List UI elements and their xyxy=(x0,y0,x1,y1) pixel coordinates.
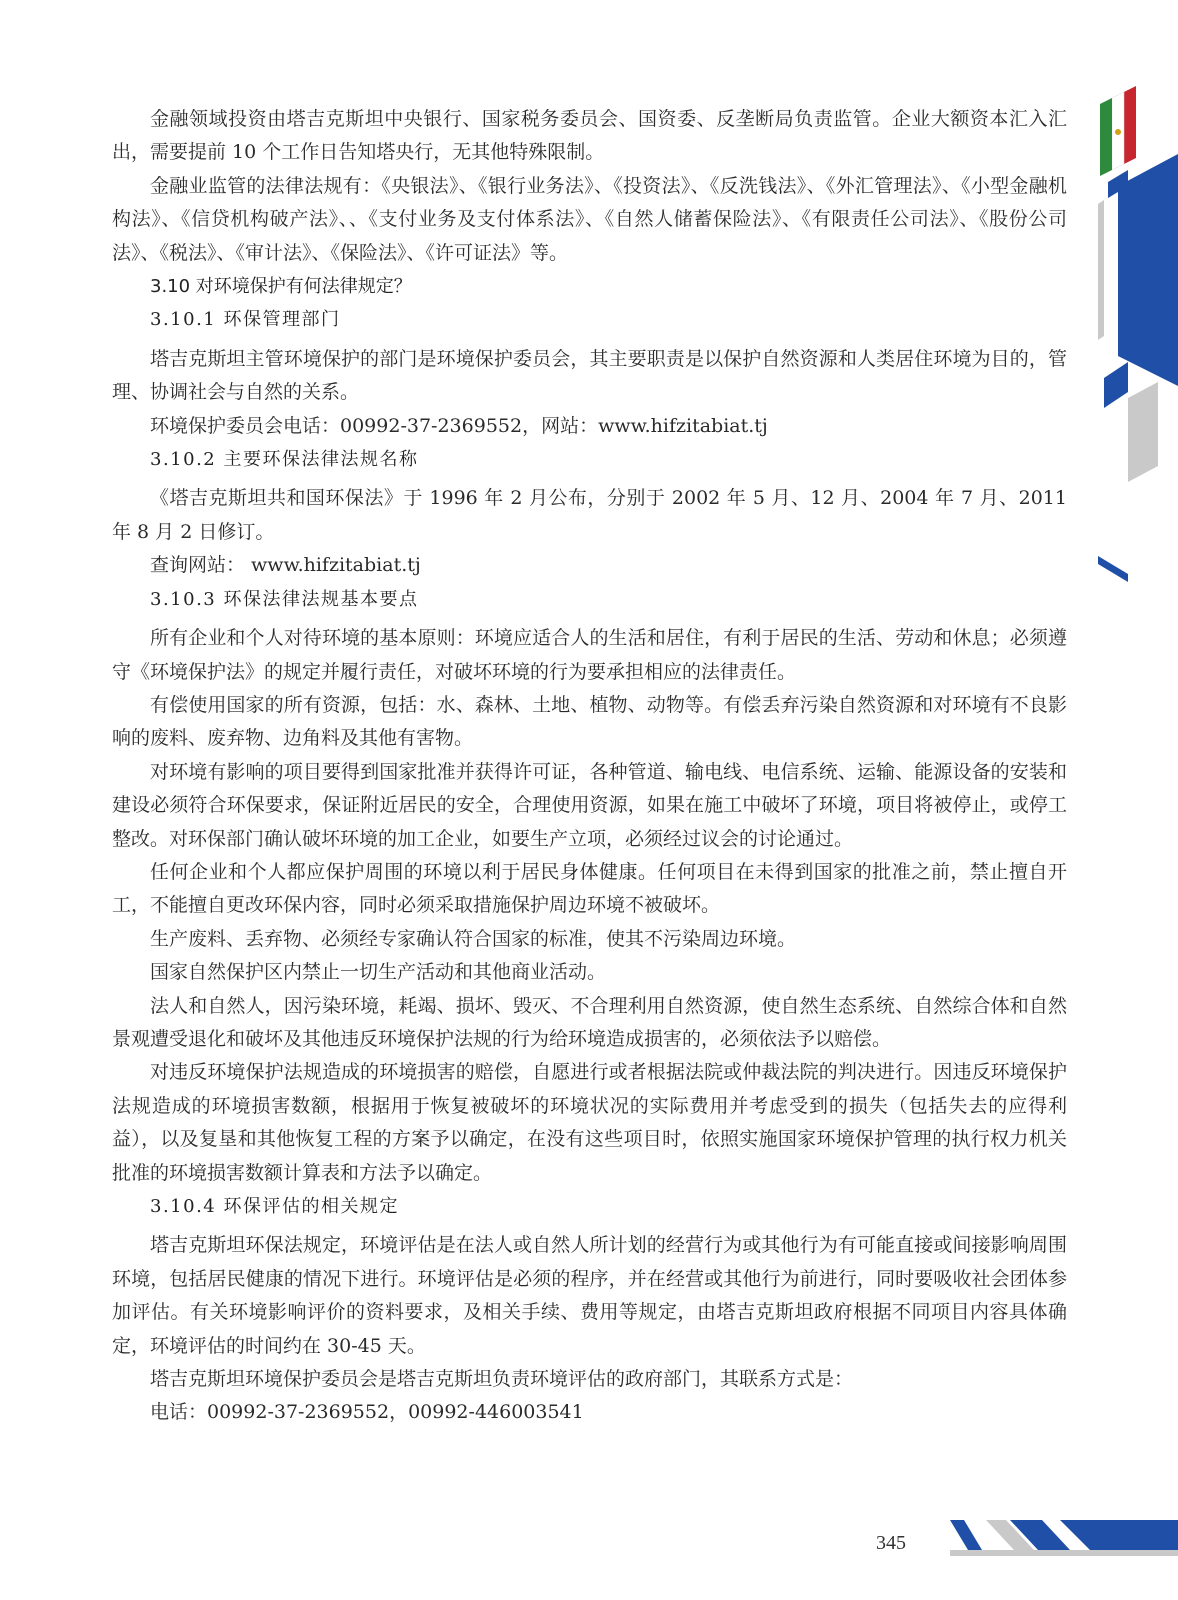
paragraph: 塔吉克斯坦环保法规定，环境评估是在法人或自然人所计划的经营行为或其他行为有可能直接或间接影响周围环境，包括居民健康的情况下进行。环境评估是必须的程序，并在经营或其他行为前进行，同时要吸收社会团体参加评估。有关环境影响评价的资料要求，及相关手续、费用等规定，由塔吉克斯坦政府根据不同项目内容具体确定，环境评估的时间约在 30-45 天。 xyxy=(112,1234,1067,1357)
paragraph: 法人和自然人，因污染环境，耗竭、损坏、毁灭、不合理利用自然资源，使自然生态系统、自然综合体和自然景观遭受退化和破坏及其他违反环境保护法规的行为给环境造成损害的，必须依法予以赔偿。 xyxy=(112,994,1067,1050)
contact-intro: 塔吉克斯坦环境保护委员会是塔吉克斯坦负责环境评估的政府部门，其联系方式是： xyxy=(150,1368,854,1391)
paragraph: 国家自然保护区内禁止一切生产活动和其他商业活动。 xyxy=(150,961,607,984)
subsection-heading: 3.10.1 环保管理部门 xyxy=(150,309,341,331)
section-heading: 3.10 对环境保护有何法律规定？ xyxy=(150,276,412,298)
page-corner-stripes xyxy=(950,1520,1178,1600)
page-number: 345 xyxy=(876,1532,906,1554)
paragraph: 生产废料、丢弃物、必须经专家确认符合国家的标准，使其不污染周边环境。 xyxy=(150,927,797,950)
paragraph: 塔吉克斯坦主管环境保护的部门是环境保护委员会，其主要职责是以保护自然资源和人类居住环境为目的，管理、协调社会与自然的关系。 xyxy=(112,347,1067,404)
website-line: 查询网站： www.hifzitabiat.tj xyxy=(150,554,421,577)
paragraph: 金融领域投资由塔吉克斯坦中央银行、国家税务委员会、国资委、反垄断局负责监管。企业大额资本汇入汇出，需要提前 10 个工作日告知塔央行，无其他特殊限制。 xyxy=(112,108,1067,164)
paragraph: 任何企业和个人都应保护周围的环境以利于居民身体健康。任何项目在未得到国家的批准之前，禁止擅自开工，不能擅自更改环保内容，同时必须采取措施保护周边环境不被破坏。 xyxy=(112,860,1067,917)
subsection-heading: 3.10.4 环保评估的相关规定 xyxy=(150,1196,399,1217)
tajikistan-flag-icon xyxy=(1098,86,1178,606)
paragraph: 《塔吉克斯坦共和国环保法》于 1996 年 2 月公布，分别于 2002 年 5 月、12 月、2004 年 7 月、2011 年 8 月 2 日修订。 xyxy=(112,487,1067,543)
paragraph: 所有企业和个人对待环境的基本原则：环境应适合人的生活和居住，有利于居民的生活、劳动和休息；必须遵守《环境保护法》的规定并履行责任，对破坏环境的行为要承担相应的法律责任。 xyxy=(112,627,1067,683)
phone-line: 电话：00992-37-2369552，00992-446003541 xyxy=(150,1401,584,1424)
subsection-heading: 3.10.2 主要环保法律法规名称 xyxy=(150,449,419,471)
paragraph: 有偿使用国家的所有资源，包括：水、森林、土地、植物、动物等。有偿丢弃污染自然资源和对环境有不良影响的废料、废弃物、边角料及其他有害物。 xyxy=(112,693,1067,750)
subsection-heading: 3.10.3 环保法律法规基本要点 xyxy=(150,588,419,610)
document-body xyxy=(112,103,1067,1430)
paragraph: 对违反环境保护法规造成的环境损害的赔偿，自愿进行或者根据法院或仲裁法院的判决进行。因违反环境保护法规造成的环境损害数额，根据用于恢复被破坏的环境状况的实际费用并考虑受到的损失（包括失去的应得利益），以及复垦和其他恢复工程的方案予以确定，在没有这些项目时，依照实施国家环境保护管理的执行权力机关批准的环境损害数额计算表和方法予以确定。 xyxy=(112,1061,1067,1184)
paragraph: 金融业监管的法律法规有：《央银法》、《银行业务法》、《投资法》、《反洗钱法》、《外汇管理法》、《小型金融机构法》、《信贷机构破产法》、、《支付业务及支付体系法》、《自然人储蓄保险法》、《有限责任公司法》、《股份公司法》、《税法》、《审计法》、《保险法》、《许可证法》等。 xyxy=(112,174,1067,264)
paragraph: 对环境有影响的项目要得到国家批准并获得许可证，各种管道、输电线、电信系统、运输、能源设备的安装和建设必须符合环保要求，保证附近居民的安全，合理使用资源，如果在施工中破坏了环境，项目将被停止，或停工整改。对环保部门确认破坏环境的加工企业，如要生产立项，必须经过议会的讨论通过。 xyxy=(112,760,1067,850)
contact-line: 环境保护委员会电话：00992-37-2369552，网站：www.hifzitabiat.tj xyxy=(150,414,768,437)
